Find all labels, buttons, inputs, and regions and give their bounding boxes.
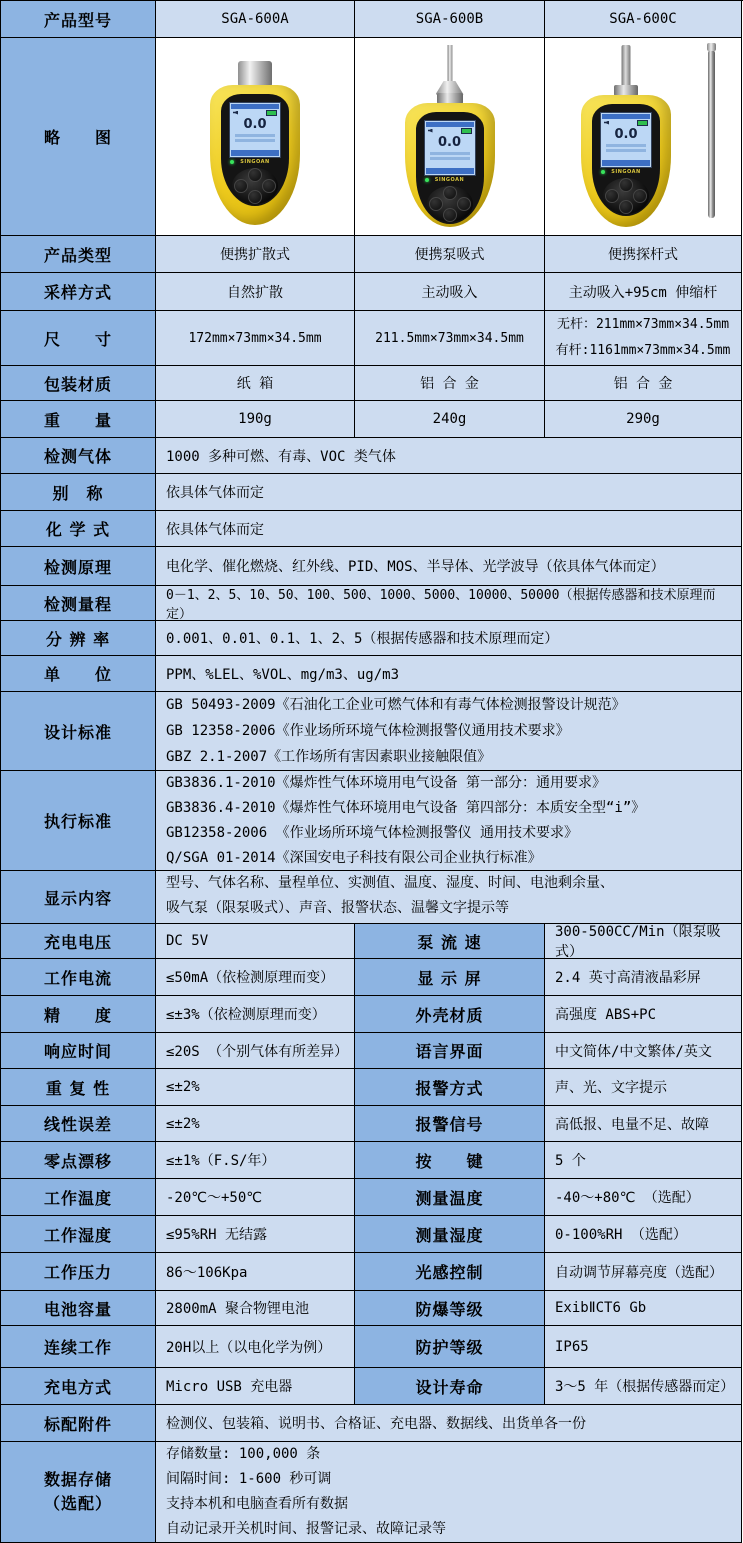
device-screen [424, 120, 476, 176]
probe-tube [622, 45, 631, 87]
right-button-icon [457, 197, 471, 211]
spec-row-data-storage [1, 1442, 743, 1543]
label-language: 语言界面 [355, 1033, 545, 1069]
value-keys: 5 个 [545, 1142, 742, 1179]
value-accuracy: ≤±3%（依检测原理而变） [156, 996, 355, 1033]
label-exec-standard: 执行标准 [1, 771, 156, 871]
device-photo-sga-600c [574, 45, 678, 229]
spec-row-sampling-method [1, 273, 743, 311]
spec-row-working-current-display-screen [1, 959, 743, 996]
label-alarm-mode: 报警方式 [355, 1069, 545, 1106]
value-measure-humidity: 0-100%RH （选配） [545, 1216, 742, 1253]
screen-info-line [606, 149, 646, 152]
label-working-temp: 工作温度 [1, 1179, 156, 1216]
label-design-standard: 设计标准 [1, 692, 156, 771]
screen-info-line [606, 144, 646, 147]
left-button-icon [429, 197, 443, 211]
label-design-life: 设计寿命 [355, 1368, 545, 1405]
value-chemical-formula: 依具体气体而定 [156, 511, 742, 547]
value-alarm-mode: 声、光、文字提示 [545, 1069, 742, 1106]
value-measure-temp: -40～+80℃ （选配） [545, 1179, 742, 1216]
label-alias: 别 称 [1, 474, 156, 511]
label-chemical-formula: 化 学 式 [1, 511, 156, 547]
value-design-life: 3～5 年（根据传感器而定） [545, 1368, 742, 1405]
value-display-content [156, 871, 742, 924]
value-resolution: 0.001、0.01、0.1、1、2、5（根据传感器和技术原理而定） [156, 621, 742, 656]
enter-button-icon [619, 200, 633, 214]
spec-row-exec-standard [1, 771, 743, 871]
label-charging-method: 充电方式 [1, 1368, 156, 1405]
value-weight-c: 290g [545, 401, 742, 438]
menu-button-icon [443, 186, 457, 200]
value-protection-level: IP65 [545, 1326, 742, 1368]
spec-row-alias [1, 474, 743, 511]
model-name-a: SGA-600A [156, 1, 355, 38]
label-measure-humidity: 测量湿度 [355, 1216, 545, 1253]
value-alias: 依具体气体而定 [156, 474, 742, 511]
value-weight-b: 240g [355, 401, 545, 438]
device-front-panel [592, 104, 660, 216]
sketch-row [1, 38, 743, 236]
value-working-pressure: 86～106Kpa [156, 1253, 355, 1291]
enter-button-icon [443, 208, 457, 222]
value-sampling-b: 主动吸入 [355, 273, 545, 311]
spec-row-repeatability-alarm-mode [1, 1069, 743, 1106]
label-packaging: 包装材质 [1, 366, 156, 401]
value-light-control: 自动调节屏幕亮度（选配） [545, 1253, 742, 1291]
value-repeatability: ≤±2% [156, 1069, 355, 1106]
design-standard-line: GB 50493-2009《石油化工企业可燃气体和有毒气体检测报警设计规范》 [166, 697, 626, 713]
spec-row-charging-voltage-pump-flow [1, 924, 743, 959]
label-continuous-work: 连续工作 [1, 1326, 156, 1368]
battery-icon [461, 128, 472, 134]
label-working-current: 工作电流 [1, 959, 156, 996]
value-packaging-b: 铝 合 金 [355, 366, 545, 401]
brand-logo: SINGOAN [434, 176, 465, 183]
value-product-type-b: 便携泵吸式 [355, 236, 545, 273]
screen-info-line [235, 139, 275, 142]
data-storage-line: 自动记录开关机时间、报警记录、故障记录等 [166, 1521, 446, 1537]
device-front-panel [416, 112, 484, 224]
device-body [210, 85, 300, 225]
value-language: 中文简体/中文繁体/英文 [545, 1033, 742, 1069]
value-working-humidity: ≤95%RH 无结露 [156, 1216, 355, 1253]
label-dimensions: 尺 寸 [1, 311, 156, 366]
value-weight-a: 190g [156, 401, 355, 438]
status-led [601, 170, 605, 174]
label-shell-material: 外壳材质 [355, 996, 545, 1033]
sketch-cell-c [545, 38, 742, 236]
spec-row-detect-gas [1, 438, 743, 474]
value-working-current: ≤50mA（依检测原理而变） [156, 959, 355, 996]
value-display-screen: 2.4 英寸高清液晶彩屏 [545, 959, 742, 996]
label-display-content: 显示内容 [1, 871, 156, 924]
speaker-icon [428, 129, 433, 133]
screen-date-bar [231, 150, 279, 156]
label-working-humidity: 工作湿度 [1, 1216, 156, 1253]
design-standard-line: GBZ 2.1-2007《工作场所有害因素职业接触限值》 [166, 749, 492, 765]
value-product-type-a: 便携扩散式 [156, 236, 355, 273]
label-pump-flow: 泵 流 速 [355, 924, 545, 959]
data-storage-label-line2: （选配） [43, 1494, 112, 1513]
spec-row-working-pressure-light-control [1, 1253, 743, 1291]
exec-standard-line: GB3836.1-2010《爆炸性气体环境用电气设备 第一部分：通用要求》 [166, 775, 607, 791]
battery-icon [637, 120, 648, 126]
label-keys: 按 键 [355, 1142, 545, 1179]
value-sampling-c: 主动吸入+95cm 伸缩杆 [545, 273, 742, 311]
label-measure-temp: 测量温度 [355, 1179, 545, 1216]
label-data-storage [1, 1442, 156, 1543]
label-linearity-error: 线性误差 [1, 1106, 156, 1142]
screen-info-line [430, 157, 470, 160]
data-storage-line: 支持本机和电脑查看所有数据 [166, 1496, 348, 1512]
value-battery-capacity: 2800mA 聚合物锂电池 [156, 1291, 355, 1326]
design-standard-line: GB 12358-2006《作业场所环境气体检测报警仪通用技术要求》 [166, 723, 570, 739]
spec-row-packaging [1, 366, 743, 401]
spec-row-working-humidity-measure-humidity [1, 1216, 743, 1253]
label-light-control: 光感控制 [355, 1253, 545, 1291]
label-resolution: 分 辨 率 [1, 621, 156, 656]
spec-row-weight [1, 401, 743, 438]
right-button-icon [262, 179, 276, 193]
enter-button-icon [248, 190, 262, 204]
spec-row-chemical-formula [1, 511, 743, 547]
display-content-line: 型号、气体名称、量程单位、实测值、温度、湿度、时间、电池剩余量、 [166, 875, 614, 891]
value-exec-standard [156, 771, 742, 871]
device-photo-sga-600b [398, 45, 502, 229]
value-dimensions-b: 211.5mm×73mm×34.5mm [355, 311, 545, 366]
label-charging-voltage: 充电电压 [1, 924, 156, 959]
label-product-model: 产品型号 [1, 1, 156, 38]
label-detection-range: 检测量程 [1, 586, 156, 621]
spec-row-battery-explosion-proof [1, 1291, 743, 1326]
value-detection-principle: 电化学、催化燃烧、红外线、PID、MOS、半导体、光学波导（依具体气体而定） [156, 547, 742, 586]
data-storage-line: 存储数量: 100,000 条 [166, 1446, 321, 1462]
label-accessories: 标配附件 [1, 1405, 156, 1442]
value-sampling-a: 自然扩散 [156, 273, 355, 311]
device-body [581, 95, 671, 227]
screen-date-bar [602, 160, 650, 166]
label-explosion-proof: 防爆等级 [355, 1291, 545, 1326]
label-repeatability: 重 复 性 [1, 1069, 156, 1106]
value-detection-range: 0－1、2、5、10、50、100、500、1000、5000、10000、50000（根据传感器和技术原理而定） [156, 586, 742, 621]
brand-logo: SINGOAN [240, 158, 270, 165]
status-led [425, 178, 429, 182]
screen-info-line [430, 152, 470, 155]
device-photo-sga-600a [203, 45, 307, 229]
value-design-standard [156, 692, 742, 771]
value-response-time: ≤20S （个别气体有所差异） [156, 1033, 355, 1069]
value-charging-voltage: DC 5V [156, 924, 355, 959]
screen-info-line [235, 134, 275, 137]
dimensions-c-line1: 无杆：211mm×73mm×34.5mm [556, 317, 730, 332]
right-button-icon [633, 189, 647, 203]
spec-row-design-standard [1, 692, 743, 771]
label-unit: 单 位 [1, 656, 156, 692]
value-packaging-a: 纸 箱 [156, 366, 355, 401]
left-button-icon [234, 179, 248, 193]
label-sketch: 略 图 [1, 38, 156, 236]
value-explosion-proof: ExibⅡCT6 Gb [545, 1291, 742, 1326]
screen-date-bar [426, 168, 474, 174]
label-response-time: 响应时间 [1, 1033, 156, 1069]
value-detect-gas: 1000 多种可燃、有毒、VOC 类气体 [156, 438, 742, 474]
device-body [405, 103, 495, 227]
menu-button-icon [619, 178, 633, 192]
value-unit: PPM、%LEL、%VOL、mg/m3、ug/m3 [156, 656, 742, 692]
value-zero-drift: ≤±1%（F.S/年） [156, 1142, 355, 1179]
device-keypad [427, 186, 473, 222]
spec-row-display-content [1, 871, 743, 924]
dimensions-c-line2: 有杆:1161mm×73mm×34.5mm [555, 343, 731, 358]
sensor-cap [238, 61, 272, 87]
display-content-line: 吸气泵（限泵吸式）、声音、报警状态、温馨文字提示等 [166, 900, 509, 916]
spec-row-response-time-language [1, 1033, 743, 1069]
label-detect-gas: 检测气体 [1, 438, 156, 474]
brand-logo: SINGOAN [611, 168, 641, 175]
value-dimensions-a: 172mm×73mm×34.5mm [156, 311, 355, 366]
label-display-screen: 显 示 屏 [355, 959, 545, 996]
spec-row-accessories [1, 1405, 743, 1442]
spec-row-dimensions [1, 311, 743, 366]
telescopic-rod-tip [707, 43, 716, 51]
label-accuracy: 精 度 [1, 996, 156, 1033]
value-dimensions-c [545, 311, 742, 366]
model-name-c: SGA-600C [545, 1, 742, 38]
model-name-b: SGA-600B [355, 1, 545, 38]
value-shell-material: 高强度 ABS+PC [545, 996, 742, 1033]
spec-row-continuous-work-protection [1, 1326, 743, 1368]
device-keypad [603, 178, 649, 214]
sketch-cell-a [156, 38, 355, 236]
value-working-temp: -20℃～+50℃ [156, 1179, 355, 1216]
screen-reading: 0.0 [243, 116, 267, 132]
exec-standard-line: GB3836.4-2010《爆炸性气体环境用电气设备 第四部分：本质安全型“i”》 [166, 800, 646, 816]
spec-row-accuracy-shell-material [1, 996, 743, 1033]
spec-row-unit [1, 656, 743, 692]
data-storage-label-line1: 数据存储 [43, 1470, 112, 1489]
device-screen [229, 102, 281, 158]
value-charging-method: Micro USB 充电器 [156, 1368, 355, 1405]
label-battery-capacity: 电池容量 [1, 1291, 156, 1326]
label-sampling-method: 采样方式 [1, 273, 156, 311]
label-weight: 重 量 [1, 401, 156, 438]
screen-reading: 0.0 [437, 134, 462, 150]
spec-row-working-temp-measure-temp [1, 1179, 743, 1216]
device-screen [600, 112, 652, 168]
spec-row-detection-principle [1, 547, 743, 586]
spec-row-linearity-alarm-signal [1, 1106, 743, 1142]
sketch-cell-b [355, 38, 545, 236]
device-keypad [232, 168, 278, 204]
value-linearity-error: ≤±2% [156, 1106, 355, 1142]
value-continuous-work: 20H以上（以电化学为例） [156, 1326, 355, 1368]
label-product-type: 产品类型 [1, 236, 156, 273]
speaker-icon [604, 121, 609, 125]
exec-standard-line: GB12358-2006 《作业场所环境气体检测报警仪 通用技术要求》 [166, 825, 579, 841]
label-zero-drift: 零点漂移 [1, 1142, 156, 1179]
pump-probe [447, 45, 452, 83]
value-data-storage [156, 1442, 742, 1543]
left-button-icon [605, 189, 619, 203]
spec-row-resolution [1, 621, 743, 656]
exec-standard-line: Q/SGA 01-2014《深国安电子科技有限公司企业执行标准》 [166, 850, 542, 866]
label-detection-principle: 检测原理 [1, 547, 156, 586]
device-front-panel [221, 94, 289, 206]
spec-row-detection-range [1, 586, 743, 621]
spec-row-product-type [1, 236, 743, 273]
value-product-type-c: 便携探杆式 [545, 236, 742, 273]
product-model-row [1, 1, 743, 38]
speaker-icon [233, 111, 238, 115]
menu-button-icon [248, 168, 262, 182]
value-accessories: 检测仪、包装箱、说明书、合格证、充电器、数据线、出货单各一份 [156, 1405, 742, 1442]
screen-reading: 0.0 [614, 126, 638, 142]
status-led [230, 160, 234, 164]
label-working-pressure: 工作压力 [1, 1253, 156, 1291]
battery-icon [266, 110, 277, 116]
value-alarm-signal: 高低报、电量不足、故障 [545, 1106, 742, 1142]
spec-row-charging-method-design-life [1, 1368, 743, 1405]
value-packaging-c: 铝 合 金 [545, 366, 742, 401]
data-storage-line: 间隔时间: 1-600 秒可调 [166, 1471, 332, 1487]
label-alarm-signal: 报警信号 [355, 1106, 545, 1142]
value-pump-flow: 300-500CC/Min（限泵吸式） [545, 924, 742, 959]
label-protection-level: 防护等级 [355, 1326, 545, 1368]
telescopic-rod [708, 50, 715, 218]
spec-row-zero-drift-keys [1, 1142, 743, 1179]
